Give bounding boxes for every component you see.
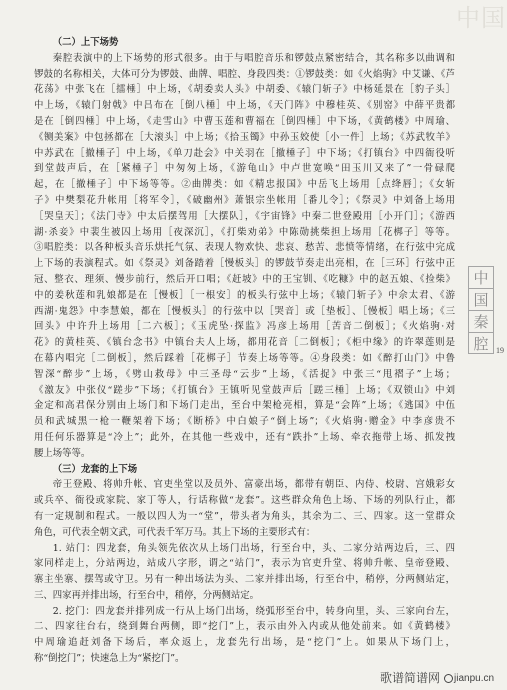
text-line: 中苏武在［撤棰子］中上场，《单刀赴会》中关羽在［撤棰子］中下场；《打镇台》中四衙役听 (34, 147, 455, 159)
paragraph (34, 604, 455, 667)
text-line: 子》中樊梨花升帐用［将军令］，《破幽州》萧银宗坐帐用［番儿令］；《祭灵》中刘备上场用 (34, 194, 455, 206)
text-line: 1. 站门：四龙套，角头领先依次从上场门出场，行至台中，头、二家分站两边后，三、四 (52, 542, 455, 554)
text-line: 锣鼓的名称相关，大体可分为锣鼓、曲牌、唱腔、身段四类：①锣鼓类：如《火焰驹》中艾谦、《芦 (34, 68, 455, 80)
paragraph (34, 477, 455, 540)
text-line: 帝王登殿、将帅升帐、官吏坐堂以及员外、富豪出场，都带有朝臣、内侍、校尉、宫娥彩女 (52, 479, 455, 491)
text-line: 腰上场等等。 (34, 447, 91, 459)
side-tab-char: 中 (468, 266, 494, 288)
text-line: 2. 挖门：四龙套并排列成一行从上场门出场，绕弧形至台中，转身向里，头、三家向台左， (52, 605, 455, 617)
text-line: 是在［倒四棰］中上场，《走雪山》中曹玉莲和曹福在［倒四棰］中下场，《黄鹤楼》中周瑜、 (34, 115, 455, 127)
page-number: 19 (496, 346, 504, 355)
text-line: 员和武城黑一枪一鞭架着下场；《断桥》中白娘子“倒上场”；《火焰驹·赠金》中李彦贵不 (34, 416, 455, 428)
watermark (380, 670, 506, 686)
text-line: 花荡》中张飞在［擂棰］中上场，《胡委卖人头》中胡委、《辕门斩子》中杨延景在［豹子头］ (34, 84, 455, 96)
paragraph (34, 541, 455, 604)
text-line: 花》的黄桂英、《镇台念书》中镇台夫人上场，都用花音［二倒板］；《柜中缘》的许翠莲则是 (34, 337, 455, 349)
text-line: 中的姜秋莲和乳娘都是在［慢板］［一根安］的板头行弦中上场；《辕门斩子》中佘太君、《游 (34, 289, 455, 301)
text-line: 上下场的表演程式。如《祭灵》刘备踏着［慢板头］的锣鼓节奏走出亮相，在［三环］行弦中正 (34, 258, 455, 270)
text-line: 回头》中许升上场用［二六板］；《玉虎坠·探监》冯彦上场用［苦音二倒板］；《火焰驹·对 (34, 321, 455, 333)
text-line: 中周瑜追赶刘备下场后，率众返上，龙套先行出场，是“挖门”上。如果从下场门上， (34, 637, 455, 649)
section-heading: （三）龙套的上下场 (52, 463, 138, 475)
text-line: 到堂鼓声后，在［紧棰子］中匆匆上场，《游龟山》中卢世宽唤“田玉川又来了”一骨碌爬 (34, 163, 455, 175)
side-tab-char: 国 (468, 288, 494, 310)
text-line: 起，在［撤棰子］中下场等等。②曲牌类：如《精忠报国》中岳飞上场用［点绛唇］；《女斩 (34, 179, 455, 191)
text-line: 角色，可代表全朝文武，可代表千军万马。其上下场的主要形式有： (34, 526, 316, 538)
paragraph (34, 51, 455, 462)
section-heading: （二）上下场势 (52, 37, 119, 48)
text-line: 《激友》中张仪“蹉步”下场；《打镇台》王镇听见堂鼓声后［蹉三棰］上场；《双锁山》中刘 (34, 384, 455, 396)
corner-decoration: 中国 (456, 4, 506, 32)
text-line: 《铡美案》中包拯都在［大滚头］中上场；《拾玉镯》中孙玉姣使［小一件］上场；《苏武牧羊》 (34, 131, 455, 143)
watermark-site-name: 歌谱简谱网 (380, 671, 441, 685)
text-line: 智深“醉步”上场，《劈山救母》中三圣母“云步”上场，《活捉》中张三“甩褶子”上场； (34, 368, 455, 380)
text-line: 中上场，《辕门射戟》中吕布在［倒八棰］中上场，《天门阵》中穆桂英、《别窑》中薛平贵都 (34, 100, 455, 112)
text-line: 金定和高君保分别由上场门和下场门走出，至台中架枪亮相，算是“会阵”上场；《逃国》中伍 (34, 400, 455, 412)
text-line: 用任何乐器算是“冷上”；此外，在其他一些戏中，还有“跌扑”上场、牵衣拖带上场、抓发拽 (34, 431, 455, 443)
text-line: ③唱腔类：以各种板头音乐烘托气氛、表现人物欢快、悲哀、愁苦、悲愤等情绪，在行弦中完成 (34, 242, 455, 254)
side-tab (468, 266, 494, 354)
watermark-logo-icon (444, 674, 453, 683)
text-line: 冠、整衣、理须、慢步前行，然后开口唱；《赶坡》中的王宝钏、《吃糠》中的赵五娘、《捡柴》 (34, 273, 455, 285)
side-tab-char: 秦 (468, 310, 494, 332)
text-line: 二、四家往台右，绕到舞台两侧，即“挖门”上，表示由外入内或从他处前来。如《黄鹤楼》 (34, 621, 455, 633)
watermark-domain: jianpu.cn (454, 673, 495, 684)
side-tab-char: 腔 (468, 332, 494, 354)
text-line: 湖·杀妾》中裴生被囚上场用［夜深沉］，《打柴劝弟》中陈勋挑柴担上场用［花梆子］等等。 (34, 226, 455, 238)
text-line: 秦腔表演中的上下场势的形式很多。由于与唱腔音乐和锣鼓点紧密结合，其名称多以曲调和 (52, 52, 455, 64)
text-line: 或兵卒、衙役或家院、家丁等人，行话称做“龙套”。这些群众角色上场、下场的列队行止，都 (34, 495, 455, 507)
text-line: 在幕内唱完［二倒板］，然后踩着［花梆子］节奏上场等等。④身段类：如《醉打山门》中鲁 (34, 352, 455, 364)
page-text-body (34, 35, 455, 667)
text-line: 家同样走上，分站两边，站成八字形，谓之“站门”，表示为官吏升堂、将帅升帐、皇帝登殿、 (34, 558, 455, 570)
text-line: ［哭皇天］；《法门寺》中太后摆驾用［大摆队］，《宇宙锋》中秦二世登殿用［小开门］；《游西 (34, 210, 455, 222)
text-line: 称“倒挖门”；快速急上为“紧挖门”。 (34, 653, 185, 665)
text-line: 西湖·鬼怨》中李慧娘，都在［慢板头］的行弦中以［哭音］或［垫板］、［慢板］唱上场；《三 (34, 305, 455, 317)
text-line: 三、四家再并排出场，行至台中，稍停，分两侧站定。 (34, 589, 260, 601)
text-line: 寨主坐寨、摆驾或守卫。另有一种出场法为头、二家并排出场，行至台中，稍停，分两侧站定， (34, 574, 455, 586)
text-line: 有一定规制和程式。一般以四人为一“堂”，带头者为角头，其余为二、三、四家。这一堂群众 (34, 510, 455, 522)
